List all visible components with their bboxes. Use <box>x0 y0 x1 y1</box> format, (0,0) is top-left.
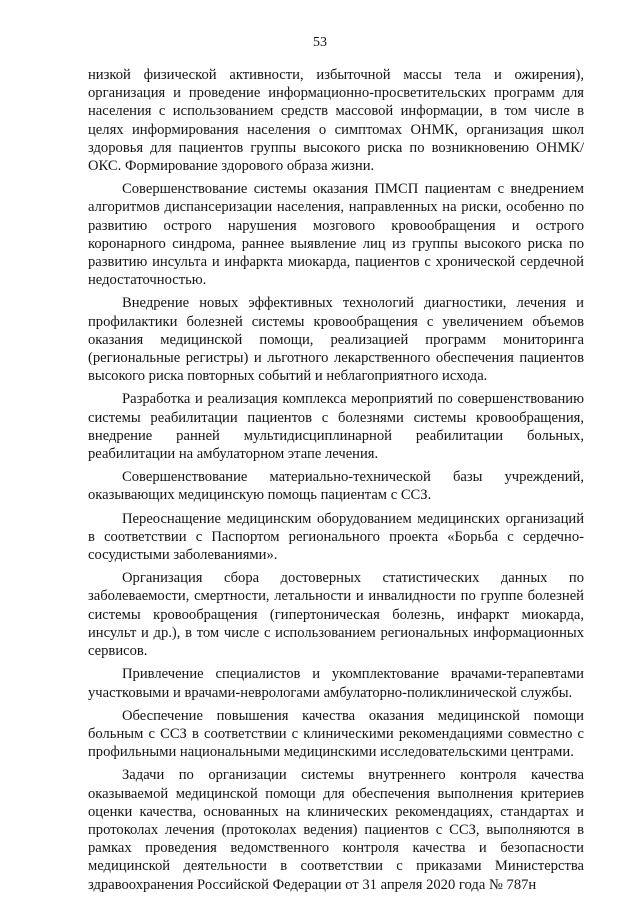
paragraph-5: Совершенствование материально-технической базы учреждений, оказывающих медицинскую помощь пациентам с ССЗ. <box>88 469 584 504</box>
paragraph-3: Внедрение новых эффективных технологий диагностики, лечения и профилактики болезней системы кровообращения с увеличением объемов оказания медицинской помощи, реализацией программ мониторинга (региональные регистры) и льготного лекарственного обеспечения пациентов высокого риска повторных событий и неблагоприятного исхода. <box>88 295 584 385</box>
page-number: 53 <box>313 35 327 50</box>
paragraph-6: Переоснащение медицинским оборудованием медицинских организаций в соответствии с Паспортом регионального проекта «Борьба с сердечно-сосудистыми заболеваниями». <box>88 510 584 564</box>
paragraph-9: Обеспечение повышения качества оказания медицинской помощи больным с ССЗ в соответствии с клиническими рекомендациями совместно с профильными национальными медицинскими исследовательскими центрами. <box>88 707 584 761</box>
paragraph-4: Разработка и реализация комплекса мероприятий по совершенствованию системы реабилитации пациентов с болезнями системы кровообращения, внедрение ранней мультидисциплинарной реабилитации больных, реабилитации на амбулаторном этапе лечения. <box>88 391 584 463</box>
paragraph-1: низкой физической активности, избыточной массы тела и ожирения), организация и проведение информационно-просветительских программ для населения с использованием средств массовой информации, в том числе в целях информирования населения о симптомах ОНМК, организация школ здоровья для пациентов группы высокого риска по возникновению ОНМК/ОКС. Формирование здорового образа жизни. <box>88 67 584 175</box>
paragraph-8: Привлечение специалистов и укомплектование врачами-терапевтами участковыми и врачами-неврологами амбулаторно-поликлинической службы. <box>88 666 584 701</box>
paragraph-10: Задачи по организации системы внутреннего контроля качества оказываемой медицинской помощи для обеспечения выполнения критериев оценки качества, основанных на клинических рекомендациях, стандартах и протоколах лечения (протоколах ведения) пациентов с ССЗ, выполняются в рамках проведения ведомственного контроля качества и безопасности медицинской деятельности в соответствии с приказами Министерства здравоохранения Российской Федерации от 31 апреля 2020 года № 787н <box>88 767 584 893</box>
document-body <box>88 66 584 894</box>
paragraph-2: Совершенствование системы оказания ПМСП пациентам с внедрением алгоритмов диспансеризации населения, направленных на риски, особенно по развитию острого нарушения мозгового кровообращения и острого коронарного синдрома, раннее выявление лиц из группы высокого риска по развитию инсульта и инфаркта миокарда, пациентов с хронической сердечной недостаточностью. <box>88 181 584 289</box>
paragraph-7: Организация сбора достоверных статистических данных по заболеваемости, смертности, летальности и инвалидности по группе болезней системы кровообращения (гипертоническая болезнь, инфаркт миокарда, инсульт и др.), в том числе с использованием региональных информационных сервисов. <box>88 570 584 660</box>
